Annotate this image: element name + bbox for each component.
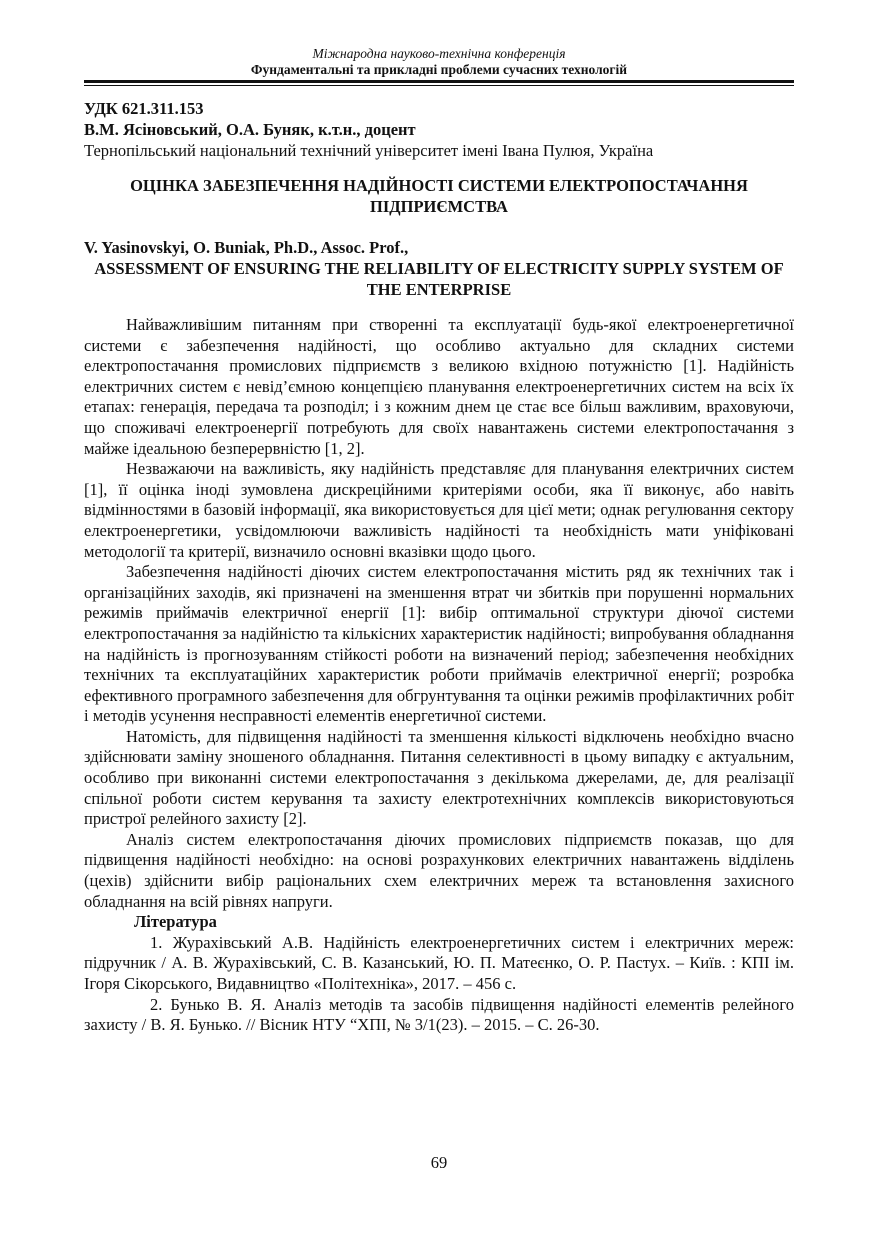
conference-header	[84, 46, 794, 78]
udk-code: УДК 621.311.153	[84, 99, 204, 118]
paper-body	[84, 315, 794, 1036]
header-rule-thin	[84, 85, 794, 86]
conference-name: Міжнародна науково-технічна конференція	[312, 46, 566, 61]
literature-heading: Література	[134, 912, 217, 932]
conference-topic: Фундаментальні та прикладні проблеми сучасних технологій	[250, 62, 628, 77]
title-en: ASSESSMENT OF ENSURING THE RELIABILITY OF ELECTRICITY SUPPLY SYSTEM OF THE ENTERPRISE	[94, 259, 784, 299]
paragraph: Аналіз систем електропостачання діючих промислових підприємств показав, що для підвищення надійності необхідно: на основі розрахункових електричних навантажень відділень (цехів) здійснити вибір раціональних схем електричних мереж та встановлення захисного обладнання на всій рівнях напруги.	[84, 829, 794, 911]
reference-item: 1. Журахівський А.В. Надійність електроенергетичних систем і електричних мереж: підручник / А. В. Журахівський, С. В. Казанський, Ю. П. Матеєнко, О. Р. Пастух. – Київ. : КПІ ім. Ігоря Сікорського, Видавництво «Політехніка», 2017. – 456 с.	[84, 932, 794, 993]
title-uk: ОЦІНКА ЗАБЕЗПЕЧЕННЯ НАДІЙНОСТІ СИСТЕМИ ЕЛЕКТРОПОСТАЧАННЯ ПІДПРИЄМСТВА	[130, 176, 748, 216]
authors-uk: В.М. Ясіновський, О.А. Буняк, к.т.н., доцент	[84, 120, 416, 139]
paragraph: Незважаючи на важливість, яку надійність представляє для планування електричних систем [1], її оцінка іноді зумовлена дискреційними критеріями особи, яка її виконує, або навіть відмінностями в базовій інформації, яка використовується для цієї мети; однак регулювання сектору електроенергетики, усвідомлюючи важливість надійності та необхідність мати уніфіковані методології та критерії, визначило основні вказівки щодо цього.	[84, 459, 794, 561]
reference-item: 2. Бунько В. Я. Аналіз методів та засобів підвищення надійності елементів релейного захисту / В. Я. Бунько. // Вісник НТУ “ХПІ, № 3/1(23). – 2015. – С. 26-30.	[84, 994, 794, 1035]
paragraph: Найважливішим питанням при створенні та експлуатації будь-якої електроенергетичної системи є забезпечення надійності, що особливо актуально для складних системи електропостачання промислових підприємств з великою вхідною потужністю [1]. Надійність електричних систем є невід’ємною концепцією планування електроенергетичних систем на всіх їх етапах: генерація, передача та розподіл; і з кожним днем це стає все більш важливим, враховуючи, що споживачі електроенергії потребують для своїх навантажень системи електропостачання з майже ідеальною безперервністю [1, 2].	[84, 315, 794, 458]
header-rule-thick	[84, 80, 794, 83]
authors-en: V. Yasinovskyi, O. Buniak, Ph.D., Assoc. Prof.,	[84, 238, 409, 257]
page-number: 69	[430, 1153, 448, 1172]
affiliation: Тернопільський національний технічний університет імені Івана Пулюя, Україна	[84, 141, 654, 160]
paragraph: Натомість, для підвищення надійності та зменшення кількості відключень необхідно вчасно здійснювати заміну зношеного обладнання. Питання селективності в цьому випадку є актуальним, особливо при виконанні системи електропостачання з декількома джерелами, де, для реалізації спільної роботи систем керування та захисту електротехнічних комплексів використовуються пристрої релейного захисту [2].	[84, 726, 794, 829]
paragraph: Забезпечення надійності діючих систем електропостачання містить ряд як технічних так і організаційних заходів, які призначені на зменшення втрат чи збитків при порушенні нормальних режимів приймачів електричної енергії [1]: вибір оптимальної структури діючої системи електропостачання за надійністю та кількісних характеристик надійності; випробування обладнання на надійність із прогнозуванням стійкості роботи на визначений період; забезпечення необхідних технічних та експлуатаційних характеристик роботи приймачів електричної енергії; розробка ефективного програмного забезпечення для обгрунтування та оцінки режимів профілактичних робіт і методів усунення несправності елементів енергетичної системи.	[84, 562, 794, 726]
paper-meta	[84, 98, 794, 161]
